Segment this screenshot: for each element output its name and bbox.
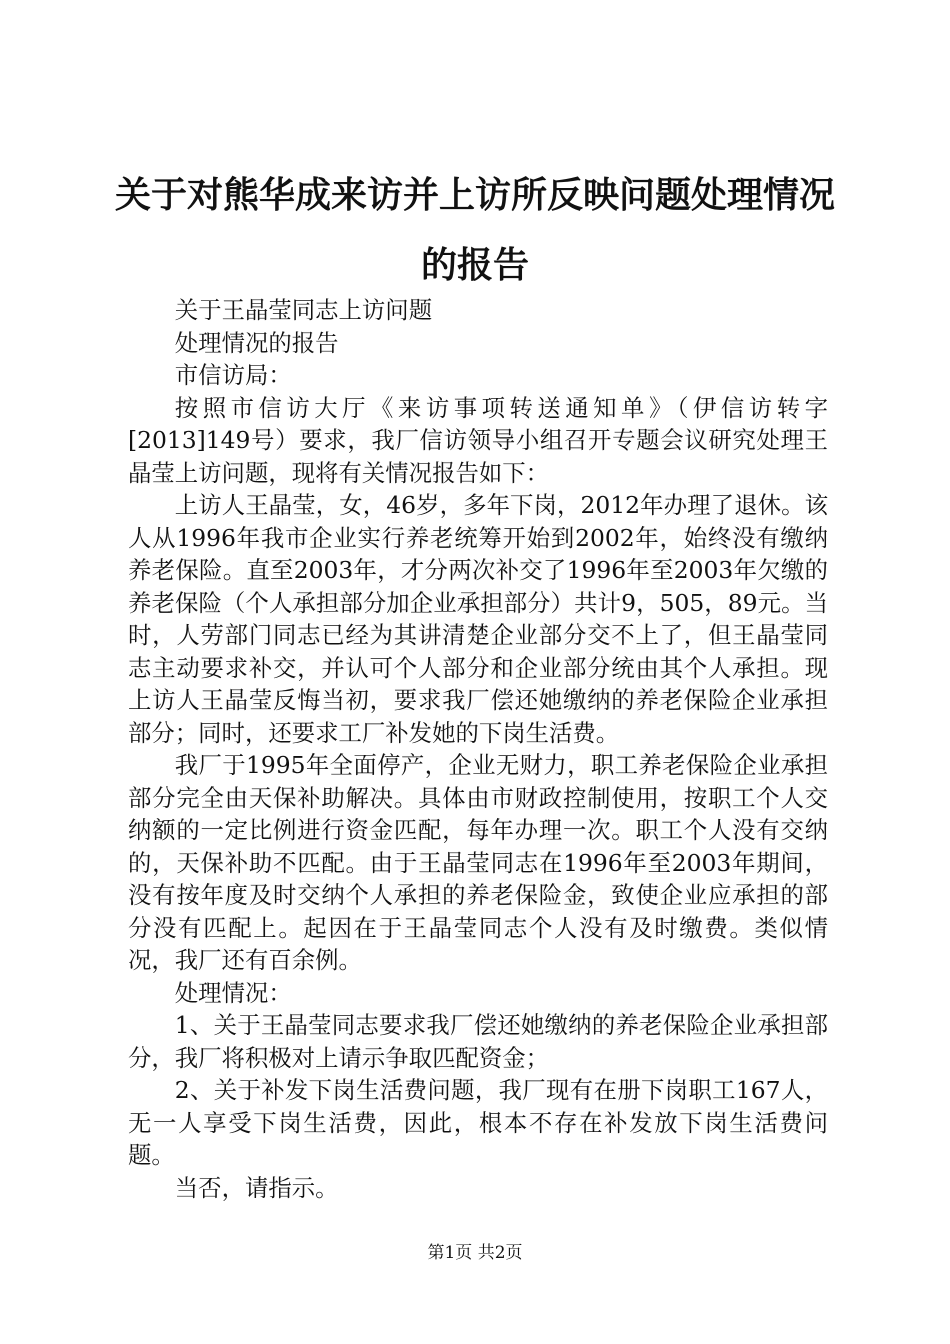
handling-heading: 处理情况：	[174, 978, 292, 1007]
handling-item-2: 2、关于补发下岗生活费问题，我厂现有在册下岗职工167人，无一人享受下岗生活费，因此，根本不存在补发放下岗生活费问题。	[128, 1076, 828, 1169]
explanation-paragraph: 我厂于1995年全面停产，企业无财力，职工养老保险企业承担部分完全由天保补助解决。具体由市财政控制使用，按职工个人交纳额的一定比例进行资金匹配，每年办理一次。职工个人没有交纳的，天保补助不匹配。由于王晶莹同志在1996年至2003年期间，没有按年度及时交纳个人承担的养老保险金，致使企业应承担的部分没有匹配上。起因在于王晶莹同志个人没有及时缴费。类似情况，我厂还有百余例。	[128, 751, 828, 974]
page-footer: 第1页 共2页	[427, 1243, 523, 1263]
handling-item-1: 1、关于王晶莹同志要求我厂偿还她缴纳的养老保险企业承担部分，我厂将积极对上请示争取匹配资金；	[128, 1011, 828, 1072]
addressee: 市信访局：	[174, 361, 292, 389]
subject-line-2: 处理情况的报告	[174, 328, 339, 357]
document-body	[128, 294, 828, 1204]
subject-line-1: 关于王晶莹同志上访问题	[174, 296, 433, 324]
closing-line: 当否，请指示。	[174, 1173, 339, 1202]
intro-paragraph: 按照市信访大厅《来访事项转送通知单》（伊信访转字[2013]149号）要求，我厂信访领导小组召开专题会议研究处理王晶莹上访问题，现将有关情况报告如下：	[128, 393, 828, 487]
background-paragraph: 上访人王晶莹，女，46岁，多年下岗，2012年办理了退休。该人从1996年我市企业实行养老统筹开始到2002年，始终没有缴纳养老保险。直至2003年，才分两次补交了1996年至2003年欠缴的养老保险（个人承担部分加企业承担部分）共计9，505，89元。当时，人劳部门同志已经为其讲清楚企业部分交不上了，但王晶莹同志主动要求补交，并认可个人部分和企业部分统由其个人承担。现上访人王晶莹反悔当初，要求我厂偿还她缴纳的养老保险企业承担部分；同时，还要求工厂补发她的下岗生活费。	[128, 491, 828, 747]
document-title: 关于对熊华成来访并上访所反映问题处理情况的报告	[114, 174, 835, 286]
